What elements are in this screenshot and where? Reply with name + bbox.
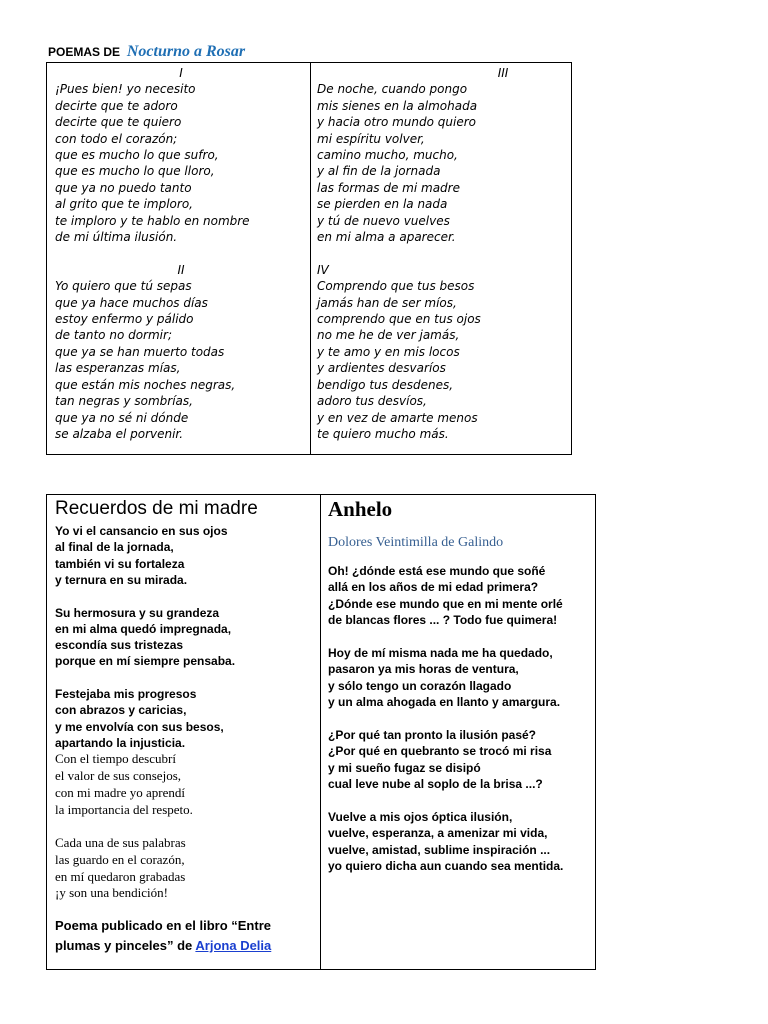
poem-line: y tú de nuevo vuelves (317, 213, 450, 228)
poem-line: cual leve nube al soplo de la brisa ...? (328, 777, 543, 792)
poem-line: y hacia otro mundo quiero (317, 115, 476, 130)
poem-line: decirte que te adoro (55, 98, 178, 113)
stanza (55, 605, 315, 670)
poem-line: Festejaba mis progresos (55, 687, 197, 702)
poem-line: adoro tus desvíos, (317, 394, 427, 409)
stanza (55, 835, 315, 902)
poem-line: con todo el corazón; (55, 131, 178, 146)
poem-line: se pierden en la nada (317, 197, 448, 212)
author-link[interactable]: Arjona Delia (195, 938, 272, 954)
poem-line: y mi sueño fugaz se disipó (328, 760, 481, 775)
document-header (48, 44, 245, 60)
poem-table-lower (46, 494, 596, 970)
poem-line: mi espíritu volver, (317, 131, 425, 146)
poem-line: la importancia del respeto. (55, 801, 193, 817)
section-numeral: III (497, 66, 509, 80)
poem-line: De noche, cuando pongo (317, 82, 468, 97)
poem-line: Comprendo que tus besos (317, 279, 475, 294)
poem-line: y me envolvía con sus besos, (55, 719, 224, 734)
poem-line: y al fin de la jornada (317, 164, 441, 179)
poem-line: y en vez de amarte menos (317, 410, 478, 425)
poem-line: apartando la injusticia. (55, 736, 186, 751)
poem-line: las guardo en el corazón, (55, 851, 185, 867)
poem-line: ¿Por qué en quebranto se trocó mi risa (328, 744, 552, 759)
poem-line: Oh! ¿dónde está ese mundo que soñé (328, 564, 546, 578)
poem-line: también vi su fortaleza (55, 556, 185, 571)
column-divider (320, 495, 321, 969)
stanza (328, 645, 590, 711)
poem-line: vuelve, esperanza, a amenizar mi vida, (328, 826, 548, 841)
poem-line: camino mucho, mucho, (317, 148, 458, 163)
poem-line: yo quiero dicha aun cuando sea mentida. (328, 859, 564, 874)
poem-line: al grito que te imploro, (55, 197, 193, 212)
header-label: POEMAS DE (48, 45, 121, 59)
column-divider (310, 63, 311, 454)
poem-line: porque en mí siempre pensaba. (55, 654, 236, 669)
stanza (55, 81, 307, 245)
poem-line: y te amo y en mis locos (317, 344, 460, 359)
poem-line: Yo quiero que tú sepas (55, 279, 192, 294)
poem-line: tan negras y sombrías, (55, 394, 193, 409)
poem-line: jamás han de ser míos, (317, 295, 457, 310)
poem-line: que ya no sé ni dónde (55, 410, 189, 425)
poem-line: de mi última ilusión. (55, 230, 178, 245)
poem-line: Yo vi el cansancio en sus ojos (55, 524, 228, 538)
poem-line: con abrazos y caricias, (55, 703, 187, 718)
section-numeral: I (179, 66, 183, 80)
poem-line: que es mucho lo que lloro, (55, 164, 215, 179)
poem-line: estoy enfermo y pálido (55, 312, 194, 327)
poem-title: Recuerdos de mi madre (55, 498, 258, 519)
poem-line: en mí quedaron grabadas (55, 868, 186, 884)
poem-line: comprendo que en tus ojos (317, 312, 481, 327)
poem-column-left (55, 65, 307, 442)
stanza (55, 686, 315, 751)
poem-line: se alzaba el porvenir. (55, 426, 184, 441)
poem-line: las esperanzas mías, (55, 361, 181, 376)
poem-column-right (317, 65, 569, 442)
stanza (55, 523, 315, 588)
poem-line: allá en los años de mi edad primera? (328, 580, 539, 595)
poem-line: ¡y son una bendición! (55, 885, 169, 901)
poem-line: en mi alma a aparecer. (317, 230, 456, 245)
poem-line: mis sienes en la almohada (317, 98, 478, 113)
poem-recuerdos (55, 495, 315, 956)
stanza (317, 278, 569, 442)
section-numeral: II (177, 262, 185, 277)
poem-line: que es mucho lo que sufro, (55, 148, 219, 163)
stanza (328, 727, 590, 793)
poem-line: decirte que te quiero (55, 115, 182, 130)
stanza (317, 81, 569, 245)
poem-line: vuelve, amistad, sublime inspiración ... (328, 842, 551, 857)
poem-line: escondía sus tristezas (55, 638, 184, 653)
poem-line: Su hermosura y su grandeza (55, 605, 220, 620)
poem-line: que ya se han muerto todas (55, 344, 225, 359)
section-numeral: IV (317, 262, 329, 277)
poem-line: que ya no puedo tanto (55, 180, 192, 195)
poem-line: las formas de mi madre (317, 180, 460, 195)
publication-note (55, 916, 315, 956)
poem-line: pasaron ya mis horas de ventura, (328, 662, 519, 677)
poem-line: ¿Dónde ese mundo que en mi mente orlé (328, 596, 563, 611)
poem-line: Vuelve a mis ojos óptica ilusión, (328, 810, 513, 825)
poem-line: y sólo tengo un corazón llagado (328, 678, 512, 693)
publication-line: Poema publicado en el libro “Entre (55, 918, 271, 934)
poem-line: Cada una de sus palabras (55, 834, 186, 850)
poem-line: Hoy de mí misma nada me ha quedado, (328, 646, 553, 661)
poem-line: te quiero mucho más. (317, 426, 449, 441)
publication-line: plumas y pinceles” de (55, 938, 196, 954)
stanza (328, 809, 590, 875)
poem-line: ¡Pues bien! yo necesito (55, 82, 196, 97)
poem-table-nocturno (46, 62, 572, 455)
poem-title: Anhelo (328, 497, 393, 521)
poem-line: de blancas flores ... ? Todo fue quimera! (328, 613, 558, 628)
poem-line: Con el tiempo descubrí (55, 751, 176, 767)
stanza (328, 563, 590, 629)
poem-line: el valor de sus consejos, (55, 768, 182, 784)
poem-line: bendigo tus desdenes, (317, 377, 454, 392)
poem-anhelo (328, 495, 590, 875)
poem-author: Dolores Veintimilla de Galindo (328, 535, 504, 550)
stanza (55, 278, 307, 442)
poem-line: y ardientes desvaríos (317, 361, 446, 376)
poem-line: y ternura en su mirada. (55, 572, 188, 587)
poem-body (328, 563, 590, 875)
poem-line: te imploro y te hablo en nombre (55, 213, 250, 228)
header-title: Nocturno a Rosar (126, 43, 246, 60)
poem-line: ¿Por qué tan pronto la ilusión pasé? (328, 728, 537, 743)
poem-line: de tanto no dormir; (55, 328, 172, 343)
poem-line: y un alma ahogada en llanto y amargura. (328, 695, 561, 710)
poem-line: que están mis noches negras, (55, 377, 236, 392)
poem-line: que ya hace muchos días (55, 295, 208, 310)
poem-line: con mi madre yo aprendí (55, 784, 185, 800)
poem-line: no me he de ver jamás, (317, 328, 460, 343)
poem-line: al final de la jornada, (55, 540, 174, 555)
stanza (55, 751, 315, 818)
poem-line: en mi alma quedó impregnada, (55, 621, 232, 636)
